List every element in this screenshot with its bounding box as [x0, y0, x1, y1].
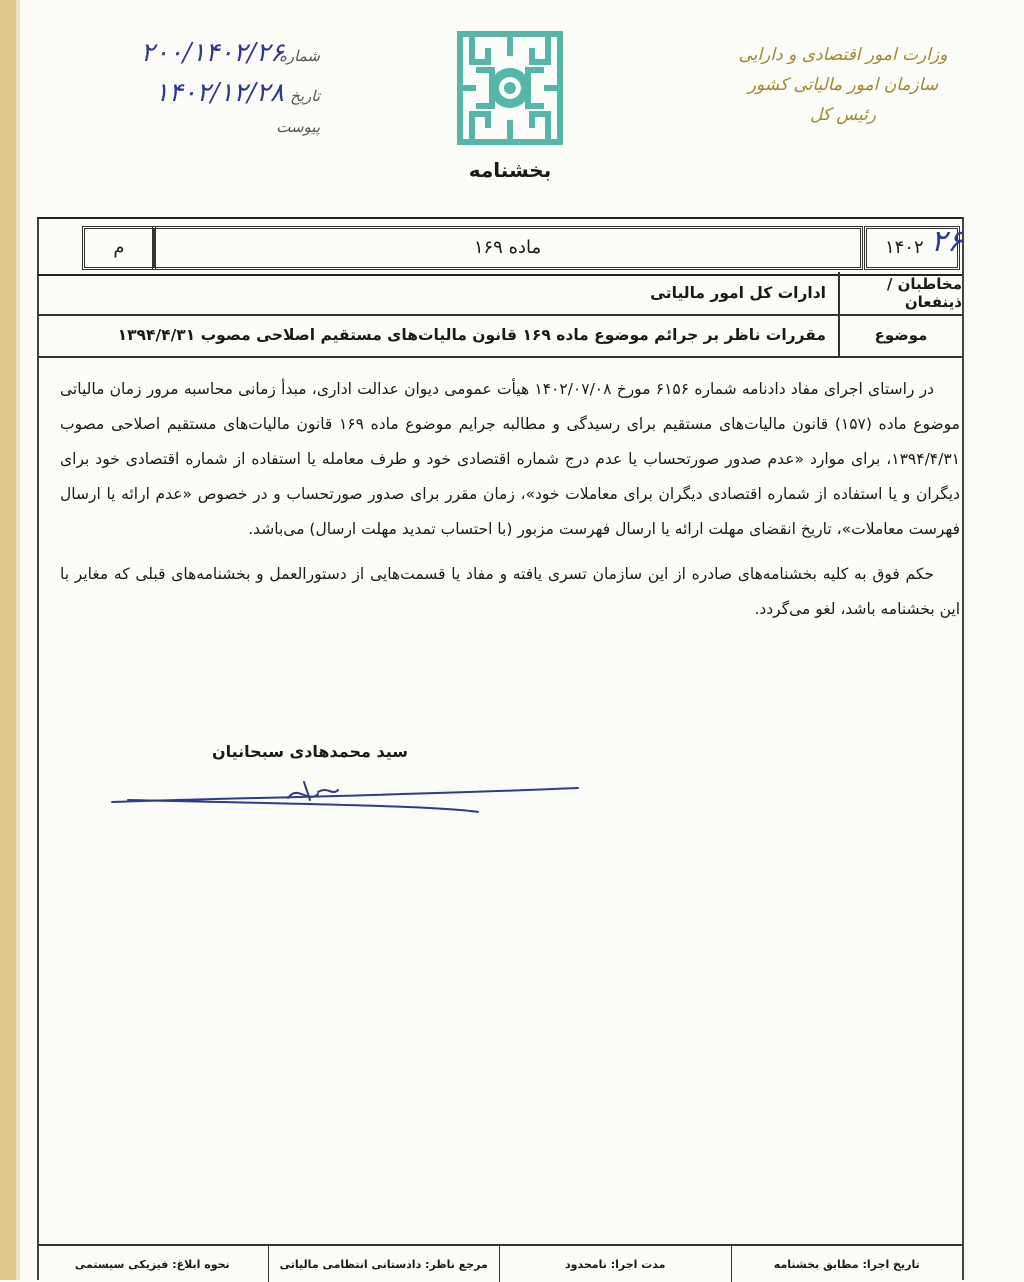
- ministry-letterhead: [728, 40, 958, 130]
- recipients-label: مخاطبان / ذینفعان: [838, 272, 962, 314]
- number-value: ۲۰۰/۱۴۰۲/۲۶: [140, 38, 284, 68]
- footer-bar: [37, 1244, 962, 1282]
- ministry-line-2: سازمان امور مالیاتی کشور: [747, 75, 939, 95]
- letter-meta: [110, 38, 320, 158]
- title-strip: [37, 217, 962, 276]
- ministry-line-3: رئیس کل: [809, 105, 877, 125]
- recipients-value: ادارات کل امور مالیاتی: [650, 284, 826, 302]
- subject-label: موضوع: [838, 314, 962, 356]
- subject-row: [37, 314, 962, 358]
- circular-number-box: [864, 224, 963, 270]
- circular-serial: ۲۶: [930, 224, 963, 259]
- footer-supervising-authority: مرجع ناظر: دادستانی انتظامی مالیاتی: [268, 1246, 500, 1282]
- body-paragraph-1: در راستای اجرای مفاد دادنامه شماره ۶۱۵۶ مورخ ۱۴۰۲/۰۷/۰۸ هیأت عمومی دیوان عدالت اداری، مبدأ زمانی محاسبه مرور زمان مالیاتی موضوع ماده (۱۵۷) قانون مالیات‌های مستقیم برای رسیدگی و مطالبه جرایم موضوع ماده ۱۶۹ قانون مالیات‌های مستقیم اصلاحی مصوب ۱۳۹۴/۴/۳۱، برای موارد «عدم صدور صورتحساب یا عدم درج شماره اقتصادی خود و طرف معامله یا استفاده از شماره اقتصادی خود برای دیگران و یا استفاده از شماره اقتصادی دیگران برای معاملات خود»، زمان مقرر برای صدور صورتحساب و در خصوص «عدم ارائه یا ارسال فهرست معاملات»، تاریخ انقضای مهلت ارائه یا ارسال فهرست مزبور (با احتساب تمدید مهلت ارسال) می‌باشد.: [60, 380, 960, 538]
- circular-body: [60, 372, 960, 637]
- handwritten-signature-icon: [108, 770, 588, 820]
- page-edge: [0, 0, 16, 1280]
- date-value: ۱۴۰۲/۱۲/۲۸: [154, 78, 284, 108]
- document-type: بخشنامه: [468, 158, 552, 182]
- signer-name: سید محمدهادی سبحانیان: [211, 742, 409, 761]
- recipients-row: [37, 272, 962, 316]
- circular-year: ۱۴۰۲: [885, 237, 924, 258]
- footer-duration: مدت اجرا: نامحدود: [499, 1246, 731, 1282]
- number-label: شماره: [279, 47, 320, 65]
- article-title: ماده ۱۶۹: [152, 226, 863, 270]
- m-box: م: [82, 226, 156, 270]
- attachment-label: پیوست: [276, 118, 320, 136]
- body-paragraph-2: حکم فوق به کلیه بخشنامه‌های صادره از این سازمان تسری یافته و مفاد یا قسمت‌هایی از دستورالعمل و بخشنامه‌های قبلی که مغایر با این بخشنامه باشد، لغو می‌گردد.: [60, 565, 960, 618]
- subject-value: مقررات ناظر بر جرائم موضوع ماده ۱۶۹ قانون مالیات‌های مستقیم اصلاحی مصوب ۱۳۹۴/۴/۳۱: [117, 326, 826, 344]
- tax-organization-logo-icon: [456, 30, 564, 146]
- date-label: تاریخ: [290, 87, 320, 105]
- ministry-line-1: وزارت امور اقتصادی و دارایی: [738, 45, 948, 65]
- footer-execution-date: تاریخ اجرا: مطابق بخشنامه: [731, 1246, 963, 1282]
- footer-notification-method: نحوه ابلاغ: فیزیکی سیستمی: [74, 1257, 230, 1271]
